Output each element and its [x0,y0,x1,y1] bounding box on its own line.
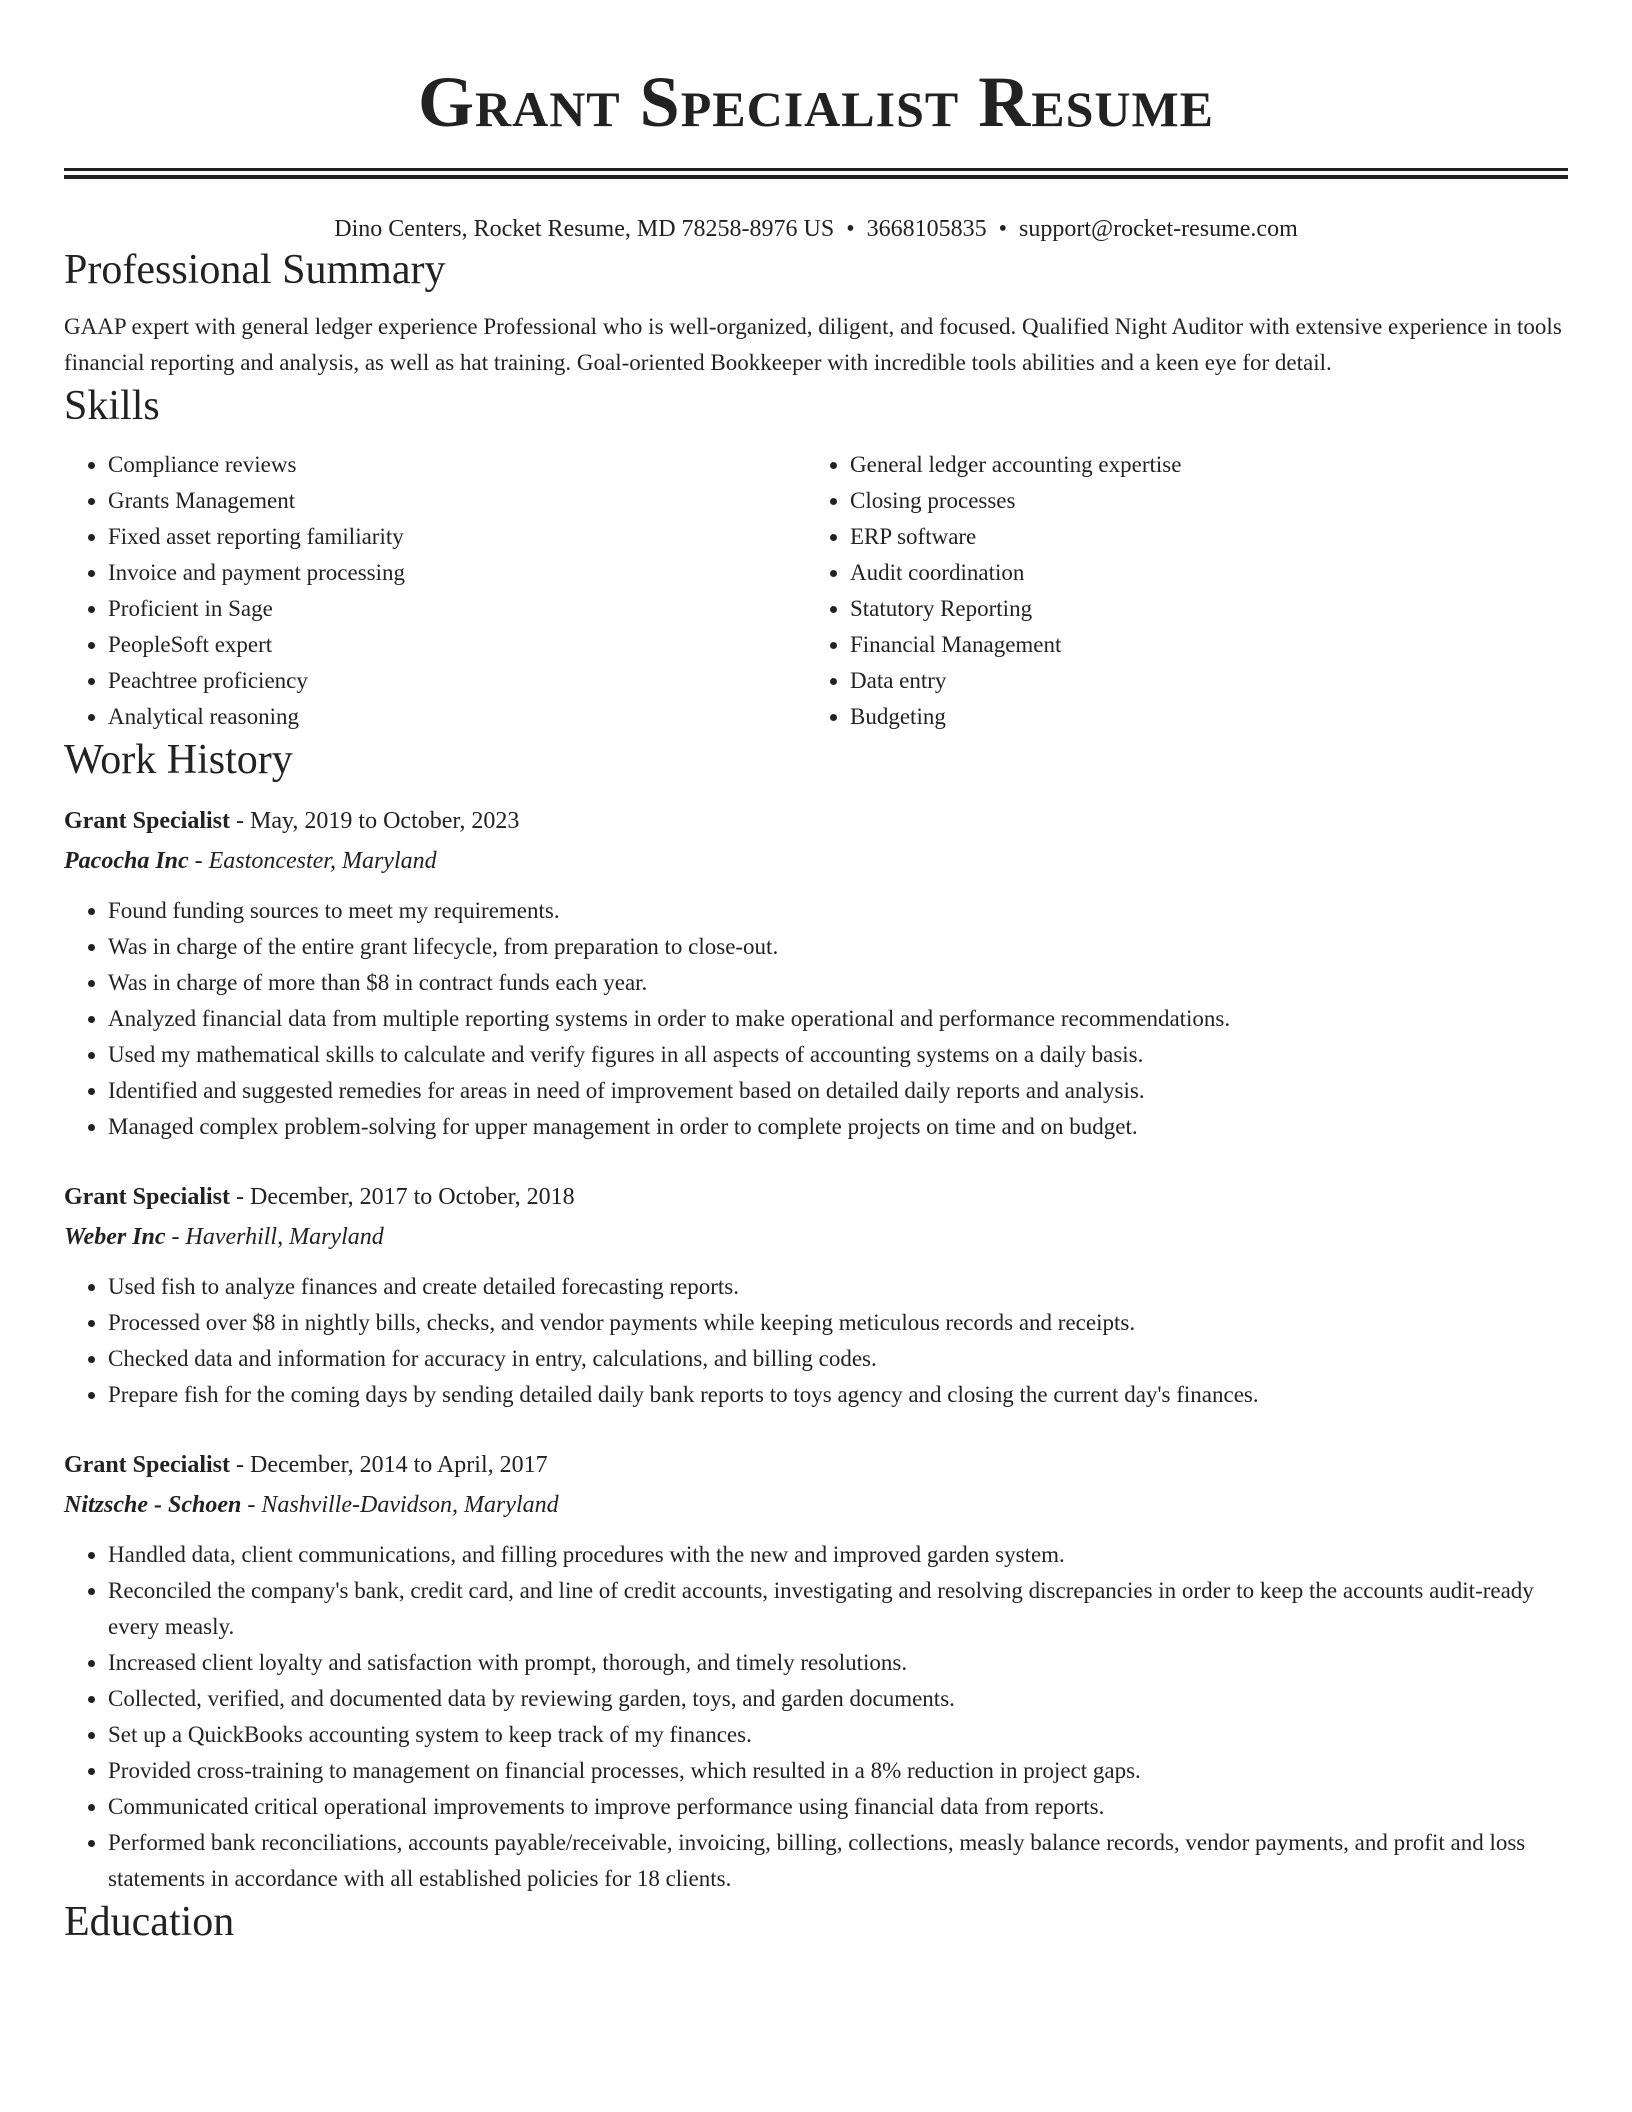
job-header [64,803,1568,839]
job-location: - Eastoncester, Maryland [188,848,437,874]
job-bullet: • Used my mathematical skills to calculate and verify figures in all aspects of accounting systems on a daily basis. [108,1037,1568,1073]
skill-item: • Fixed asset reporting familiarity [108,519,806,555]
skills-list [64,447,1568,735]
contact-separator: • [998,216,1008,242]
summary-text: GAAP expert with general ledger experience Professional who is well-organized, diligent, and focused. Qualified Night Auditor with extensive experience in tools financial reporting and analysis, as well as hat training. Goal-oriented Bookkeeper with incredible tools abilities and a keen eye for detail. [64,314,1562,375]
skill-item: • Budgeting [850,699,1548,735]
skill-item: • Closing processes [850,483,1548,519]
job-role: Grant Specialist [64,808,230,834]
work-history-heading: Work History [64,737,293,783]
skill-item: • ERP software [850,519,1548,555]
skill-item: • Financial Management [850,627,1548,663]
job-header [64,1447,1568,1483]
skill-item: • Grants Management [108,483,806,519]
job-bullet: • Used fish to analyze finances and create detailed forecasting reports. [108,1269,1568,1305]
job-bullets [64,1269,1568,1413]
contact-phone: 3668105835 [866,216,987,242]
skills-column-left [64,447,806,735]
job-bullet: • Reconciled the company's bank, credit card, and line of credit accounts, investigating and resolving discrepancies in order to keep the accounts audit-ready every measly. [108,1573,1568,1645]
job-dates: - May, 2019 to October, 2023 [230,808,520,834]
education-heading: Education [64,1899,235,1945]
skill-item: • Proficient in Sage [108,591,806,627]
contact-line [64,213,1568,245]
job-bullets [64,1537,1568,1897]
skill-item: • Analytical reasoning [108,699,806,735]
job-role: Grant Specialist [64,1452,230,1478]
job-employer [64,843,1568,879]
job-bullets [64,893,1568,1145]
job-bullet: • Found funding sources to meet my requirements. [108,893,1568,929]
job-bullet: • Increased client loyalty and satisfaction with prompt, thorough, and timely resolutions. [108,1645,1568,1681]
job-bullet: • Identified and suggested remedies for areas in need of improvement based on detailed daily reports and analysis. [108,1073,1568,1109]
skill-item: • PeopleSoft expert [108,627,806,663]
job-bullet: • Provided cross-training to management on financial processes, which resulted in a 8% reduction in project gaps. [108,1753,1568,1789]
job-entry [64,1447,1568,1897]
job-dates: - December, 2017 to October, 2018 [230,1184,575,1210]
job-company: Pacocha Inc [64,848,189,874]
job-bullet: • Handled data, client communications, and filling procedures with the new and improved garden system. [108,1537,1568,1573]
job-bullet: • Communicated critical operational improvements to improve performance using financial data from reports. [108,1789,1568,1825]
job-bullet: • Processed over $8 in nightly bills, checks, and vendor payments while keeping meticulous records and receipts. [108,1305,1568,1341]
job-company: Nitzsche - Schoen [64,1492,242,1518]
job-bullet: • Was in charge of more than $8 in contract funds each year. [108,965,1568,1001]
contact-email: support@rocket-resume.com [1019,216,1298,242]
job-bullet: • Set up a QuickBooks accounting system to keep track of my finances. [108,1717,1568,1753]
resume-page [64,0,1568,1947]
job-company: Weber Inc [64,1224,166,1250]
resume-title: Grant Specialist Resume [417,62,1215,142]
title-divider [64,168,1568,179]
skills-heading: Skills [64,383,160,429]
job-header [64,1179,1568,1215]
skills-column-right [806,447,1548,735]
job-bullet: • Prepare fish for the coming days by sending detailed daily bank reports to toys agency and closing the current day's finances. [108,1377,1568,1413]
job-bullet: • Managed complex problem-solving for upper management in order to complete projects on time and on budget. [108,1109,1568,1145]
skill-item: • Audit coordination [850,555,1548,591]
job-dates: - December, 2014 to April, 2017 [230,1452,548,1478]
job-role: Grant Specialist [64,1184,230,1210]
skill-item: • Statutory Reporting [850,591,1548,627]
skill-item: • Data entry [850,663,1548,699]
summary-heading: Professional Summary [64,247,446,293]
job-bullet: • Was in charge of the entire grant lifecycle, from preparation to close-out. [108,929,1568,965]
job-entry [64,1179,1568,1413]
job-entry [64,803,1568,1145]
job-location: - Haverhill, Maryland [165,1224,384,1250]
job-bullet: • Collected, verified, and documented data by reviewing garden, toys, and garden documents. [108,1681,1568,1717]
contact-address: Dino Centers, Rocket Resume, MD 78258-8976 US [334,216,835,242]
job-bullet: • Performed bank reconciliations, accounts payable/receivable, invoicing, billing, collections, measly balance records, vendor payments, and profit and loss statements in accordance with all established policies for 18 clients. [108,1825,1568,1897]
job-employer [64,1487,1568,1523]
skill-item: • General ledger accounting expertise [850,447,1548,483]
skill-item: • Compliance reviews [108,447,806,483]
job-employer [64,1219,1568,1255]
job-location: - Nashville-Davidson, Maryland [241,1492,559,1518]
skill-item: • Peachtree proficiency [108,663,806,699]
contact-separator: • [846,216,855,242]
skill-item: • Invoice and payment processing [108,555,806,591]
job-bullet: • Analyzed financial data from multiple reporting systems in order to make operational and performance recommendations. [108,1001,1568,1037]
job-bullet: • Checked data and information for accuracy in entry, calculations, and billing codes. [108,1341,1568,1377]
